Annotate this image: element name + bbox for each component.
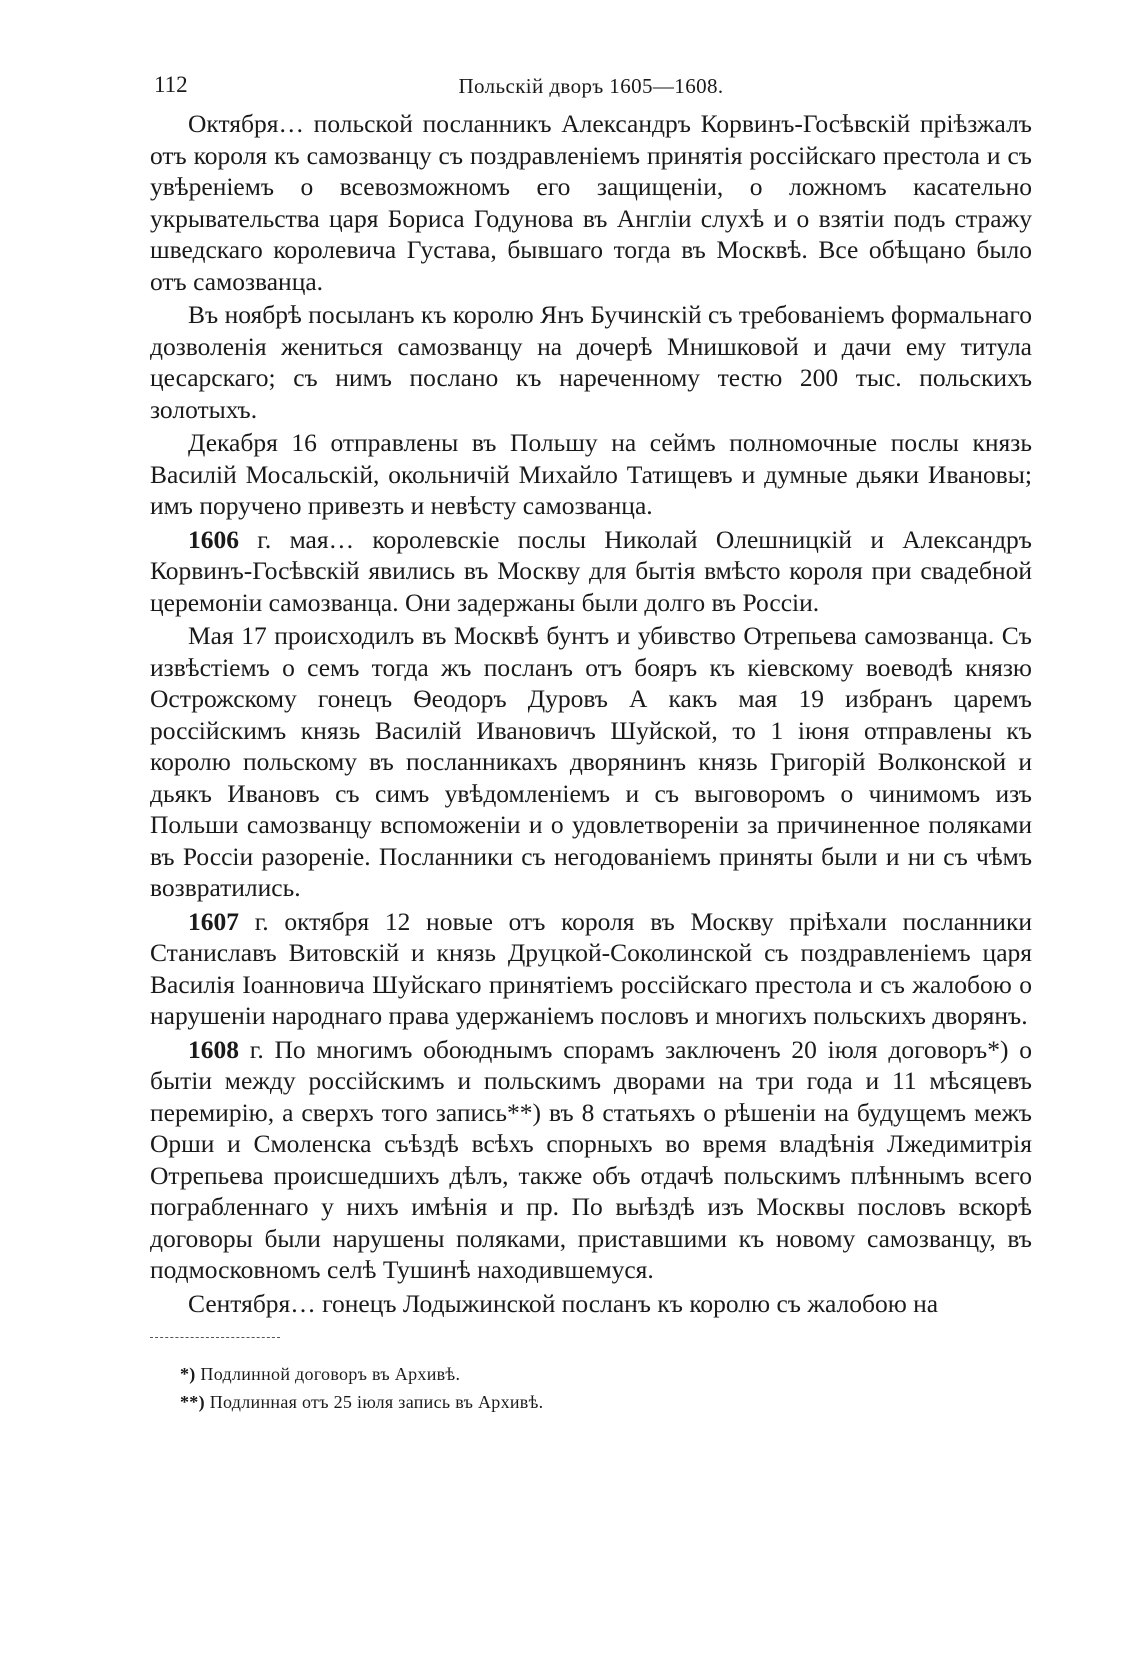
paragraph: [150, 524, 1032, 619]
paragraph: [150, 108, 1032, 297]
paragraph-text: Сентября… гонецъ Лодыжинской посланъ къ королю съ жалобою на: [188, 1288, 939, 1318]
paragraph-text: Мая 17 происходилъ въ Москвѣ бунтъ и убивство Отрепьева самозванца. Съ извѣстіемъ о семъ тогда жъ посланъ отъ бояръ къ кіевскому воеводѣ князю Острожскому гонецъ Ѳеодоръ Дуровъ А какъ мая 19 избранъ царемъ россійскимъ князь Василій Ивановичъ Шуйской, то 1 іюня отправлены къ королю польскому въ посланникахъ дворянинъ князь Григорій Волконской и дьякъ Ивановъ съ симъ увѣдомленіемъ и съ выговоромъ о чинимомъ изъ Польши самозванцу вспоможеніи и о удовлетвореніи за причиненное поляками въ Россіи разореніе. Посланники съ негодованіемъ приняты были и ни съ чѣмъ возвратились.: [150, 621, 1032, 902]
paragraph-text: г. октября 12 новые отъ короля въ Москву пріѣхали посланники Станиславъ Витовскій и князь Друцкой-Соколинской съ поздравленіемъ царя Василія Іоанновича Шуйскаго принятіемъ россійскаго престола и съ жалобою о нарушеніи народнаго права удержаніемъ пословъ и многихъ польскихъ дворянъ.: [150, 906, 1032, 1030]
document-page: [150, 68, 1032, 1416]
paragraph-year: 1606: [188, 524, 239, 554]
footnote-mark: **): [180, 1392, 205, 1412]
paragraph-year: 1607: [188, 906, 239, 936]
footnote: [180, 1388, 1032, 1416]
paragraph-text: Въ ноябрѣ посыланъ къ королю Янъ Бучинскій съ требованіемъ формальнаго дозволенія жениться самозванцу на дочерѣ Мнишковой и дачи ему титула цесарскаго; съ нимъ послано къ нареченному тестю 200 тыс. польскихъ золотыхъ.: [150, 300, 1032, 424]
page-number: 112: [154, 72, 188, 97]
footnote-text: Подлинная отъ 25 іюля запись въ Архивѣ.: [204, 1392, 544, 1412]
paragraph: [150, 427, 1032, 522]
running-title: Польскій дворъ 1605—1608.: [458, 74, 724, 98]
paragraph: [150, 1288, 1032, 1320]
footnote-divider: [150, 1337, 280, 1338]
footnote: [180, 1360, 1032, 1388]
paragraph-text: г. По многимъ обоюднымъ спорамъ заключенъ 20 іюля договоръ*) о бытіи между россійскимъ и польскимъ дворами на три года и 11 мѣсяцевъ перемирію, а сверхъ того запись**) въ 8 статьяхъ о рѣшеніи на будущемъ межъ Орши и Смоленска съѣздѣ всѣхъ спорныхъ во время владѣнія Лжедимитрія Отрепьева происшедшихъ дѣлъ, также объ отдачѣ польскимъ плѣннымъ всего пограбленнаго у нихъ имѣнія и пр. По выѣздѣ изъ Москвы пословъ вскорѣ договоры были нарушены поляками, приставшими къ новому самозванцу, въ подмосковномъ селѣ Тушинѣ находившемуся.: [150, 1034, 1032, 1284]
paragraph-text: Декабря 16 отправлены въ Польшу на сеймъ полномочные послы князь Василій Мосальскій, окольничій Михайло Татищевъ и думные дьяки Ивановы; имъ поручено привезть и невѣсту самозванца.: [150, 428, 1032, 520]
paragraph-text: г. мая… королевскіе послы Николай Олешницкій и Александръ Корвинъ-Госѣвскій явились въ Москву для бытія вмѣсто короля при свадебной церемоніи самозванца. Они задержаны были долго въ Россіи.: [150, 524, 1032, 617]
paragraph-text: Октября… польской посланникъ Александръ Корвинъ-Госѣвскій пріѣзжалъ отъ короля къ самозванцу съ поздравленіемъ принятія россійскаго престола и съ увѣреніемъ о всевозможномъ его защищеніи, о ложномъ касательно укрывательства царя Бориса Годунова въ Англіи слухѣ и о взятіи подъ стражу шведскаго королевича Густава, бывшаго тогда въ Москвѣ. Все обѣщано было отъ самозванца.: [150, 109, 1032, 296]
page-header: [150, 68, 1032, 108]
body-text: [150, 108, 1032, 1319]
paragraph: [150, 906, 1032, 1032]
footnote-mark: *): [180, 1364, 196, 1384]
paragraph: [150, 620, 1032, 904]
footnote-text: Подлинной договоръ въ Архивѣ.: [195, 1364, 461, 1384]
paragraph: [150, 299, 1032, 425]
paragraph-year: 1608: [188, 1034, 239, 1064]
paragraph: [150, 1034, 1032, 1286]
footnotes: [150, 1360, 1032, 1416]
